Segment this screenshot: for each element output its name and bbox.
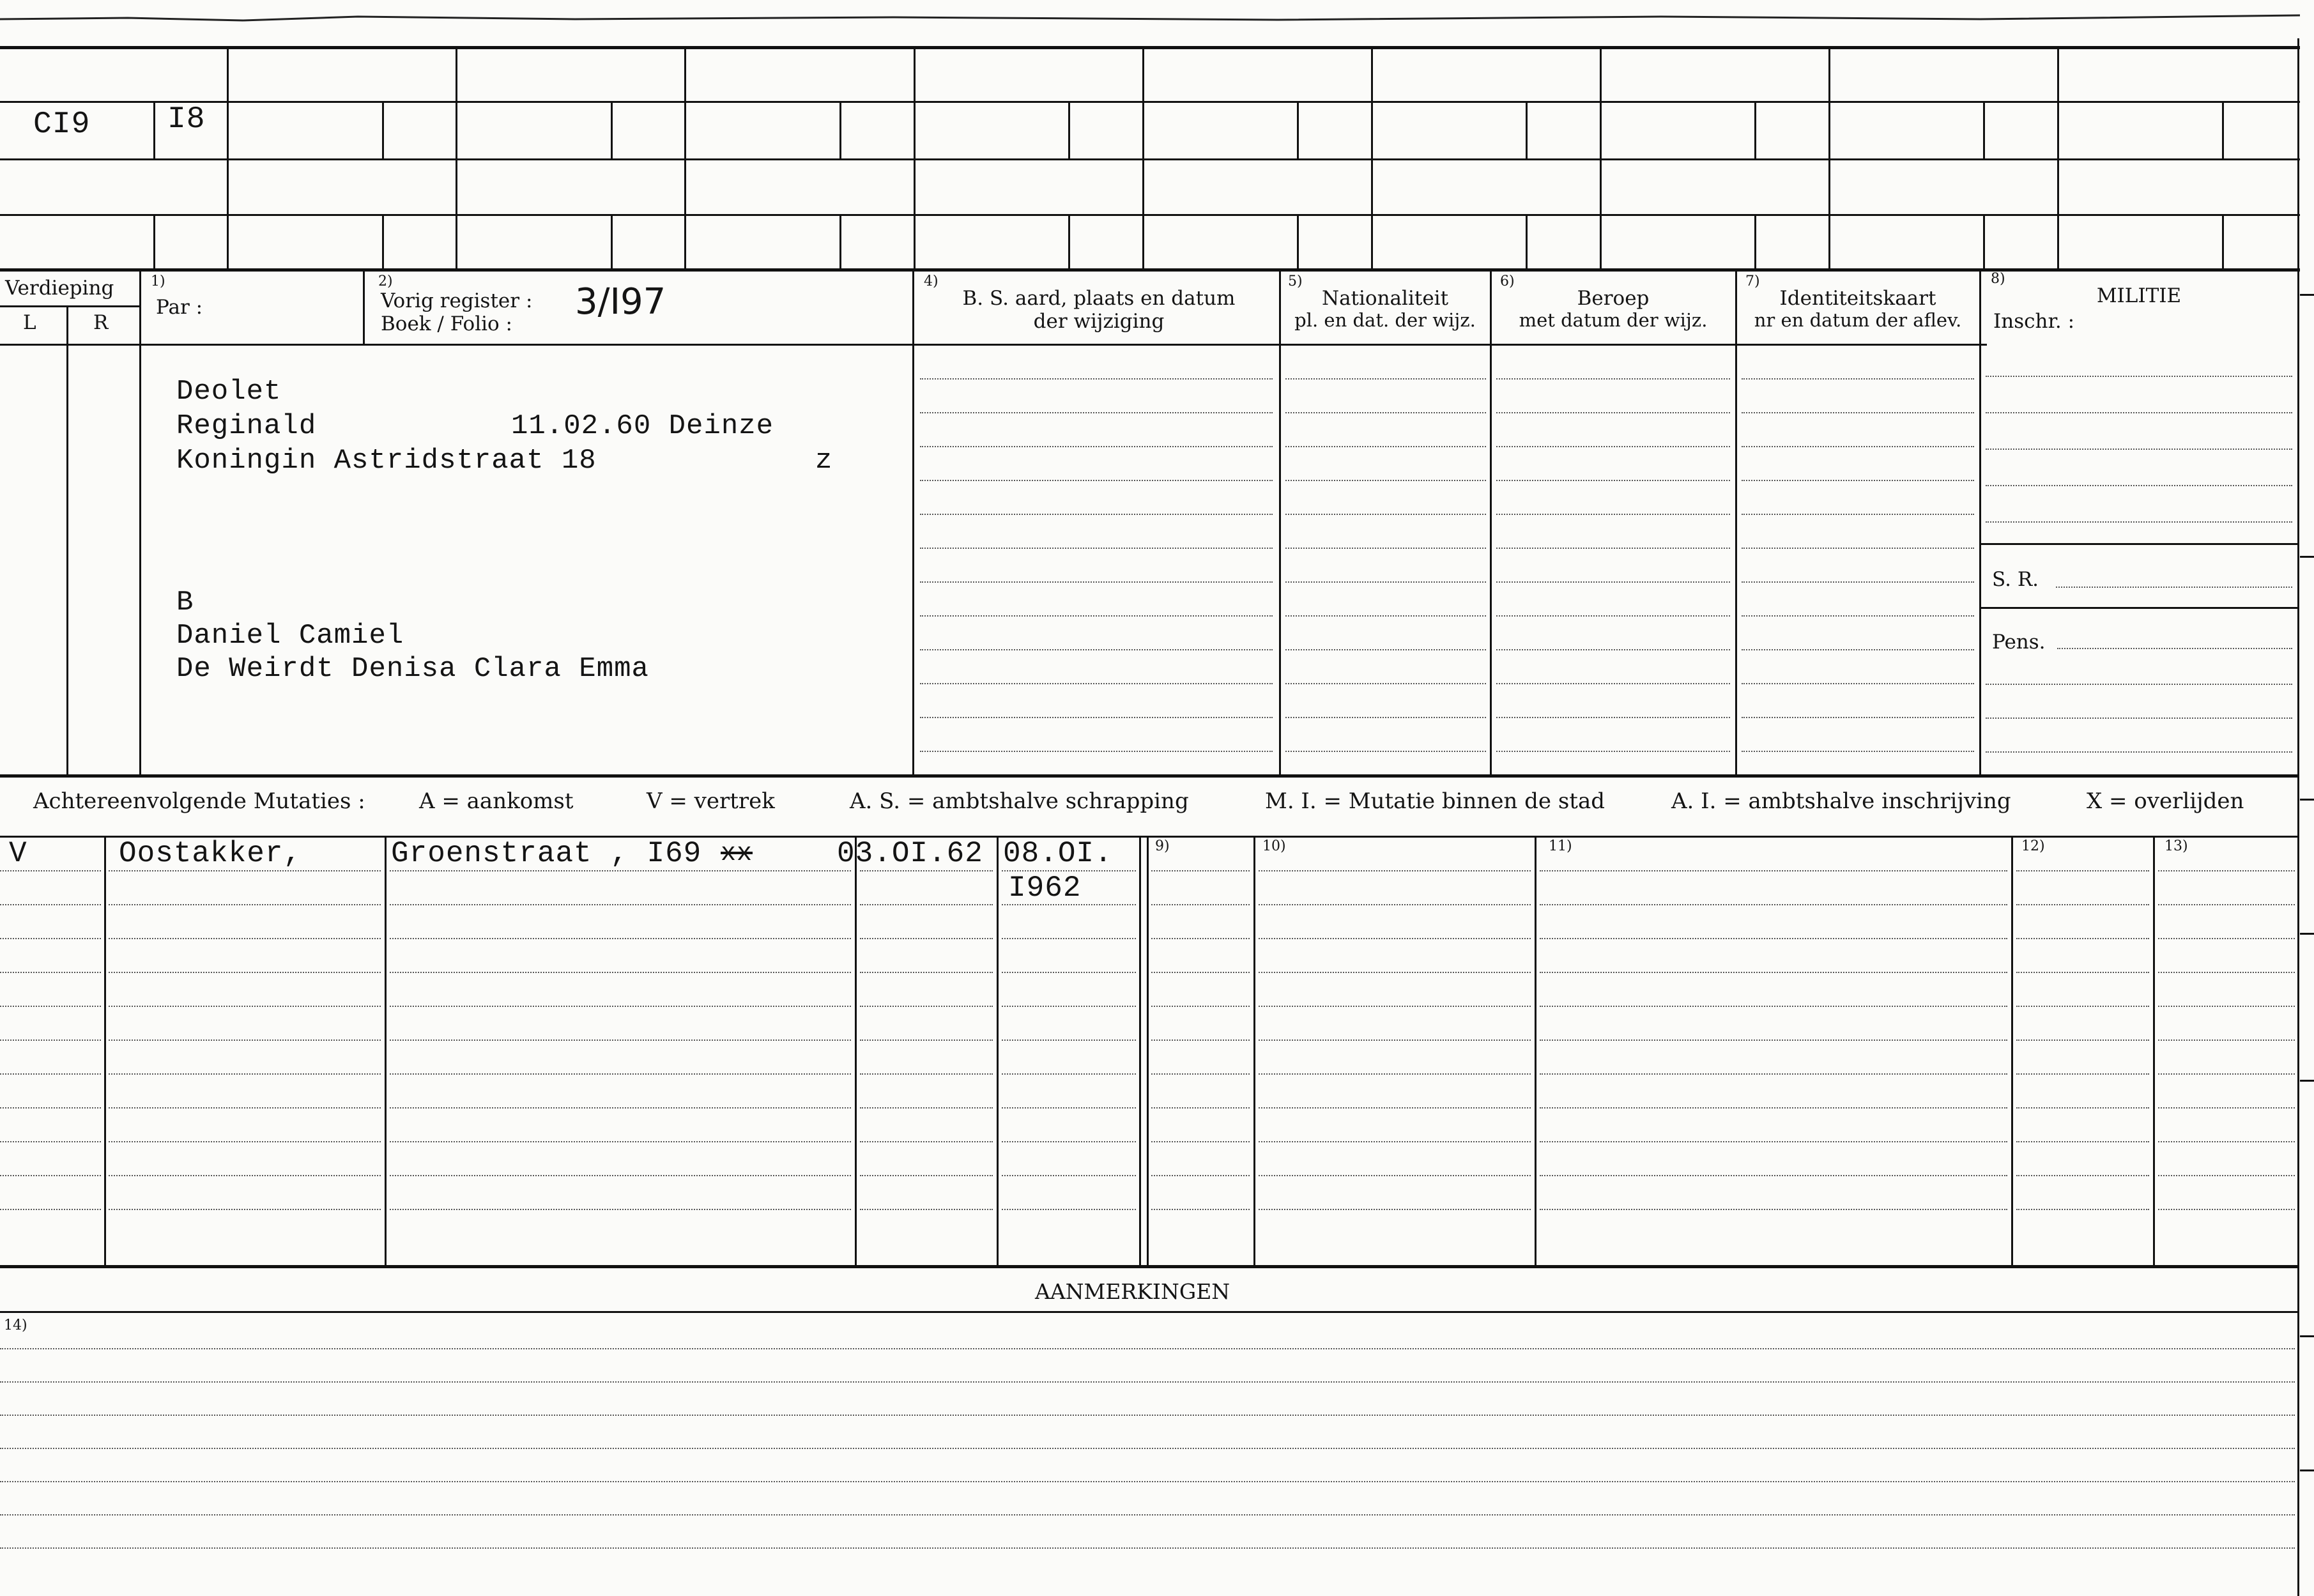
dotted-rule	[1496, 581, 1730, 583]
dotted-rule	[1285, 717, 1486, 718]
dotted-rule	[0, 1381, 2295, 1383]
dotted-rule	[1496, 378, 1730, 380]
person-birth: 11.02.60 Deinze	[511, 410, 774, 442]
top-grid-subdivider	[611, 214, 613, 270]
dotted-rule	[1285, 615, 1486, 617]
verdieping-right-border	[139, 270, 141, 776]
top-grid-divider	[1600, 46, 1602, 271]
dotted-rule	[1742, 581, 1974, 583]
dotted-rule	[1540, 870, 2007, 871]
dotted-rule	[2158, 1107, 2295, 1109]
dotted-rule	[1002, 938, 1136, 939]
dotted-rule	[1540, 1209, 2007, 1210]
dotted-rule	[1151, 1141, 1250, 1142]
col5-divider	[1279, 270, 1281, 776]
dotted-rule	[1151, 1175, 1250, 1176]
dotted-rule	[1496, 548, 1730, 549]
field-number-1: 1)	[151, 273, 165, 289]
top-grid-divider	[1142, 46, 1144, 271]
legend-ambtshalve-schrapping: A. S. = ambtshalve schrapping	[850, 788, 1189, 814]
dotted-rule	[2158, 1006, 2295, 1007]
dotted-rule	[920, 717, 1273, 718]
bs-header-line1: B. S. aard, plaats en datum	[962, 287, 1236, 310]
dotted-rule	[1151, 938, 1250, 939]
top-grid-subdivider	[1526, 101, 1528, 158]
dotted-rule	[860, 972, 993, 973]
mutation-double-divider	[1147, 836, 1149, 1266]
dotted-rule	[1496, 683, 1730, 684]
militie-line	[1979, 543, 2297, 545]
dotted-rule	[1742, 548, 1974, 549]
field-number-2: 2)	[378, 273, 393, 289]
person-father: Daniel Camiel	[176, 620, 404, 652]
dotted-rule	[1151, 1006, 1250, 1007]
dotted-rule	[0, 1175, 101, 1176]
edge-tick	[2300, 1335, 2314, 1337]
dotted-rule	[1285, 683, 1486, 684]
dotted-rule	[1496, 649, 1730, 650]
top-grid-subdivider	[839, 101, 841, 158]
dotted-rule	[1742, 378, 1974, 380]
dotted-rule	[0, 904, 101, 905]
dotted-rule	[2158, 1073, 2295, 1075]
dotted-rule	[2158, 1175, 2295, 1176]
dotted-rule	[1986, 376, 2292, 377]
dotted-rule	[109, 1107, 381, 1109]
mutation-type: V	[9, 837, 27, 870]
dotted-rule	[1285, 378, 1486, 380]
dotted-rule	[2158, 972, 2295, 973]
top-grid-subdivider	[382, 214, 384, 270]
person-mother: De Weirdt Denisa Clara Emma	[176, 653, 649, 685]
dotted-rule	[860, 938, 993, 939]
field-number-10: 10)	[1262, 838, 1286, 854]
torn-top-edge	[0, 0, 2314, 38]
dotted-rule	[1285, 412, 1486, 413]
edge-tick	[2300, 1080, 2314, 1082]
legend-mutatie-binnen-stad: M. I. = Mutatie binnen de stad	[1265, 788, 1605, 814]
field-number-11: 11)	[1549, 838, 1572, 854]
dotted-rule	[390, 1040, 851, 1041]
dotted-rule	[2158, 1209, 2295, 1210]
dotted-rule	[390, 870, 851, 871]
legend-vertrek: V = vertrek	[647, 788, 775, 814]
dotted-rule	[0, 1141, 101, 1142]
dotted-rule	[1151, 1040, 1250, 1041]
legend-aankomst: A = aankomst	[419, 788, 574, 814]
dotted-rule	[1742, 717, 1974, 718]
top-grid-bottom-border	[0, 268, 2300, 272]
dotted-rule	[1151, 1073, 1250, 1075]
dotted-rule	[920, 446, 1273, 447]
dotted-rule	[2016, 938, 2149, 939]
beroep-header-line1: Beroep	[1577, 287, 1650, 310]
dotted-rule	[390, 1006, 851, 1007]
dotted-rule	[0, 1040, 101, 1041]
edge-tick	[2300, 294, 2314, 296]
dotted-rule	[1540, 1107, 2007, 1109]
dotted-rule	[1259, 972, 1531, 973]
dotted-rule	[1285, 446, 1486, 447]
mutation-divider	[2011, 836, 2013, 1266]
header-bottom-line	[0, 344, 1987, 346]
top-grid-divider	[684, 46, 686, 271]
top-grid-subdivider	[1297, 214, 1299, 270]
mutation-divider	[104, 836, 106, 1266]
field-number-5: 5)	[1288, 273, 1303, 289]
nationaliteit-header-line2: pl. en dat. der wijz.	[1294, 309, 1476, 331]
field-number-13: 13)	[2165, 838, 2188, 854]
top-grid-border	[0, 46, 2300, 49]
top-grid-divider	[914, 46, 916, 271]
dotted-rule	[0, 1209, 101, 1210]
dotted-rule	[390, 1107, 851, 1109]
person-relation: B	[176, 587, 194, 618]
dotted-rule	[390, 1073, 851, 1075]
dotted-rule	[920, 412, 1273, 413]
mutation-divider	[385, 836, 387, 1266]
dotted-rule	[1540, 1073, 2007, 1075]
col7-divider	[1735, 270, 1737, 776]
dotted-rule	[920, 548, 1273, 549]
dotted-rule	[1986, 684, 2292, 685]
top-grid-subdivider	[153, 101, 155, 158]
dotted-rule	[860, 1107, 993, 1109]
dotted-rule	[920, 751, 1273, 752]
dotted-rule	[1496, 412, 1730, 413]
dotted-rule	[0, 1481, 2295, 1482]
dotted-rule	[0, 870, 101, 871]
militie-line	[1979, 607, 2297, 609]
dotted-rule	[109, 938, 381, 939]
top-grid-divider	[1371, 46, 1373, 271]
dotted-rule	[109, 1141, 381, 1142]
dotted-rule	[1002, 1107, 1136, 1109]
dotted-rule	[1540, 938, 2007, 939]
top-grid-subdivider	[382, 101, 384, 158]
dotted-rule	[2158, 904, 2295, 905]
dotted-rule	[390, 938, 851, 939]
dotted-rule	[1986, 412, 2292, 413]
inschr-label: Inschr. :	[1993, 310, 2075, 333]
nationaliteit-header-line1: Nationaliteit	[1321, 287, 1449, 310]
dotted-rule	[1285, 649, 1486, 650]
mutation-double-divider	[1139, 836, 1141, 1266]
mutation-divider	[2153, 836, 2155, 1266]
dotted-rule	[2016, 1040, 2149, 1041]
legend-overlijden: X = overlijden	[2087, 788, 2244, 814]
dotted-rule	[1151, 972, 1250, 973]
verdieping-r-label: R	[93, 311, 109, 334]
dotted-rule	[2158, 870, 2295, 871]
dotted-rule	[0, 1448, 2295, 1449]
dotted-rule	[109, 1040, 381, 1041]
mutation-bottom-border	[0, 1265, 2297, 1268]
top-grid-value-2: I8	[167, 102, 206, 137]
dotted-rule	[1742, 751, 1974, 752]
dotted-rule	[2016, 1141, 2149, 1142]
top-grid-subdivider	[839, 214, 841, 270]
remarks-title-line	[0, 1311, 2297, 1313]
legend-ambtshalve-inschrijving: A. I. = ambtshalve inschrijving	[1671, 788, 2011, 814]
dotted-rule	[1259, 1107, 1531, 1109]
dotted-rule	[1986, 485, 2292, 486]
boek-folio-label: Boek / Folio :	[381, 312, 512, 335]
dotted-rule	[1259, 870, 1531, 871]
dotted-rule	[1259, 1040, 1531, 1041]
dotted-rule	[2016, 972, 2149, 973]
mutation-divider	[1253, 836, 1255, 1266]
person-address: Koningin Astridstraat 18	[176, 445, 597, 477]
top-grid-subdivider	[2222, 214, 2224, 270]
top-grid-subdivider	[611, 101, 613, 158]
person-mark: z	[815, 445, 833, 477]
field-number-8: 8)	[1991, 271, 2005, 287]
dotted-rule	[0, 1514, 2295, 1515]
top-grid-subdivider	[1526, 214, 1528, 270]
dotted-rule	[860, 1040, 993, 1041]
dotted-rule	[1496, 480, 1730, 481]
dotted-rule	[0, 1547, 2295, 1549]
verdieping-l-r-divider	[66, 305, 68, 776]
dotted-rule	[1742, 615, 1974, 617]
beroep-header-line2: met datum der wijz.	[1519, 309, 1708, 331]
top-grid-subdivider	[2222, 101, 2224, 158]
dotted-rule	[860, 1141, 993, 1142]
dotted-rule	[0, 1107, 101, 1109]
edge-tick	[2300, 556, 2314, 558]
field-number-7: 7)	[1745, 273, 1760, 289]
dotted-rule	[2016, 1107, 2149, 1109]
dotted-rule	[1540, 1175, 2007, 1176]
dotted-rule	[1002, 972, 1136, 973]
card-right-edge	[2297, 38, 2299, 1596]
dotted-rule	[2158, 1141, 2295, 1142]
dotted-rule	[920, 480, 1273, 481]
dotted-rule	[1540, 972, 2007, 973]
dotted-rule	[0, 1006, 101, 1007]
top-grid-line	[0, 101, 2300, 103]
dotted-rule	[390, 1175, 851, 1176]
dotted-rule	[2016, 1209, 2149, 1210]
dotted-rule	[1742, 480, 1974, 481]
dotted-rule	[860, 1073, 993, 1075]
dotted-rule	[1259, 1175, 1531, 1176]
dotted-rule	[1496, 446, 1730, 447]
top-grid-subdivider	[1983, 101, 1985, 158]
mutation-street: Groenstraat , I69	[391, 837, 702, 870]
top-grid-value-1: CI9	[33, 107, 91, 142]
dotted-rule	[109, 1073, 381, 1075]
dotted-rule	[390, 1141, 851, 1142]
dotted-rule	[1002, 1175, 1136, 1176]
dotted-rule	[1259, 938, 1531, 939]
dotted-rule	[860, 870, 993, 871]
dotted-rule	[1002, 1141, 1136, 1142]
mutation-registration-date-line1: 08.OI.	[1003, 837, 1113, 870]
dotted-rule	[1285, 751, 1486, 752]
dotted-rule	[860, 1006, 993, 1007]
dotted-rule	[1986, 717, 2292, 719]
dotted-rule	[1986, 751, 2292, 753]
top-grid-subdivider	[153, 214, 155, 270]
dotted-rule	[390, 904, 851, 905]
mutation-divider	[855, 836, 857, 1266]
sr-label: S. R.	[1992, 568, 2039, 591]
top-grid-subdivider	[1297, 101, 1299, 158]
field-number-9: 9)	[1155, 838, 1170, 854]
edge-tick	[2300, 1469, 2314, 1471]
dotted-rule	[1259, 904, 1531, 905]
field-number-12: 12)	[2021, 838, 2045, 854]
sr-dotted-line	[2056, 587, 2292, 588]
legend-title: Achtereenvolgende Mutaties :	[33, 788, 365, 814]
dotted-rule	[1151, 1107, 1250, 1109]
remarks-title: AANMERKINGEN	[1035, 1279, 1230, 1304]
col8-divider	[1979, 270, 1981, 776]
dotted-rule	[920, 649, 1273, 650]
top-grid-divider	[2057, 46, 2059, 271]
person-first-name: Reginald	[176, 410, 317, 442]
dotted-rule	[109, 1175, 381, 1176]
dotted-rule	[2016, 870, 2149, 871]
top-grid-divider	[456, 46, 457, 271]
dotted-rule	[2016, 904, 2149, 905]
dotted-rule	[2158, 1040, 2295, 1041]
dotted-rule	[0, 1073, 101, 1075]
identiteitskaart-header-line1: Identiteitskaart	[1779, 287, 1936, 310]
top-grid-divider	[1828, 46, 1830, 271]
dotted-rule	[920, 615, 1273, 617]
field-number-14: 14)	[4, 1317, 27, 1333]
dotted-rule	[2016, 1073, 2149, 1075]
dotted-rule	[1002, 1040, 1136, 1041]
mutation-registration-date-line2: I962	[1008, 871, 1082, 905]
dotted-rule	[1540, 1040, 2007, 1041]
mutation-top-line	[0, 836, 2297, 838]
par-vorig-divider	[363, 270, 365, 345]
dotted-rule	[1496, 514, 1730, 515]
top-grid-subdivider	[1754, 101, 1756, 158]
dotted-rule	[1151, 904, 1250, 905]
dotted-rule	[1002, 1006, 1136, 1007]
dotted-rule	[1496, 751, 1730, 752]
dotted-rule	[1002, 1209, 1136, 1210]
dotted-rule	[0, 972, 101, 973]
top-grid-line	[0, 214, 2300, 216]
dotted-rule	[1285, 581, 1486, 583]
verdieping-sub-line	[0, 305, 139, 307]
dotted-rule	[1540, 904, 2007, 905]
dotted-rule	[1742, 446, 1974, 447]
dotted-rule	[1986, 521, 2292, 523]
dotted-rule	[109, 904, 381, 905]
dotted-rule	[920, 378, 1273, 380]
field-number-4: 4)	[924, 273, 939, 289]
dotted-rule	[1259, 1141, 1531, 1142]
dotted-rule	[1285, 480, 1486, 481]
bs-header-line2: der wijziging	[1033, 310, 1165, 333]
militie-header: MILITIE	[2096, 284, 2182, 307]
mutation-divider	[1535, 836, 1536, 1266]
top-grid-divider	[227, 46, 229, 271]
dotted-rule	[1986, 449, 2292, 450]
person-surname: Deolet	[176, 376, 282, 408]
dotted-rule	[109, 972, 381, 973]
dotted-rule	[1496, 615, 1730, 617]
dotted-rule	[1742, 683, 1974, 684]
dotted-rule	[1285, 548, 1486, 549]
dotted-rule	[390, 1209, 851, 1210]
dotted-rule	[0, 1415, 2295, 1416]
dotted-rule	[1002, 1073, 1136, 1075]
top-grid-subdivider	[1068, 214, 1070, 270]
dotted-rule	[1259, 1209, 1531, 1210]
dotted-rule	[2158, 938, 2295, 939]
dotted-rule	[1742, 514, 1974, 515]
top-grid-subdivider	[1754, 214, 1756, 270]
dotted-rule	[1259, 1073, 1531, 1075]
verdieping-l-label: L	[23, 311, 36, 334]
pens-dotted-line	[2057, 648, 2292, 649]
verdieping-label: Verdieping	[5, 277, 114, 300]
dotted-rule	[0, 938, 101, 939]
vorig-register-label: Vorig register :	[381, 289, 533, 312]
dotted-rule	[1151, 870, 1250, 871]
section-bottom-border	[0, 774, 2297, 778]
dotted-rule	[860, 904, 993, 905]
dotted-rule	[2016, 1006, 2149, 1007]
dotted-rule	[1742, 412, 1974, 413]
dotted-rule	[109, 1209, 381, 1210]
dotted-rule	[109, 1006, 381, 1007]
dotted-rule	[0, 1348, 2295, 1349]
top-grid-line	[0, 158, 2300, 160]
dotted-rule	[860, 1209, 993, 1210]
dotted-rule	[390, 972, 851, 973]
dotted-rule	[2016, 1175, 2149, 1176]
dotted-rule	[920, 514, 1273, 515]
dotted-rule	[1151, 1209, 1250, 1210]
mutation-place: Oostakker,	[119, 837, 302, 870]
dotted-rule	[1540, 1141, 2007, 1142]
dotted-rule	[1742, 649, 1974, 650]
field-number-6: 6)	[1500, 273, 1515, 289]
dotted-rule	[1496, 717, 1730, 718]
top-grid-subdivider	[1983, 214, 1985, 270]
identiteitskaart-header-line2: nr en datum der aflev.	[1754, 309, 1962, 331]
person-right-border	[912, 270, 914, 776]
mutation-struck-text: xx	[721, 840, 753, 868]
pens-label: Pens.	[1992, 631, 2046, 654]
edge-tick	[2300, 799, 2314, 801]
dotted-rule	[1285, 514, 1486, 515]
dotted-rule	[1259, 1006, 1531, 1007]
dotted-rule	[920, 581, 1273, 583]
dotted-rule	[109, 870, 381, 871]
vorig-register-value: 3/I97	[575, 281, 666, 323]
edge-tick	[2300, 933, 2314, 935]
dotted-rule	[920, 683, 1273, 684]
mutation-divider	[997, 836, 999, 1266]
dotted-rule	[1540, 1006, 2007, 1007]
col6-divider	[1490, 270, 1492, 776]
par-label: Par :	[156, 296, 203, 319]
top-grid-subdivider	[1068, 101, 1070, 158]
dotted-rule	[860, 1175, 993, 1176]
mutation-date: 03.OI.62	[837, 837, 983, 870]
